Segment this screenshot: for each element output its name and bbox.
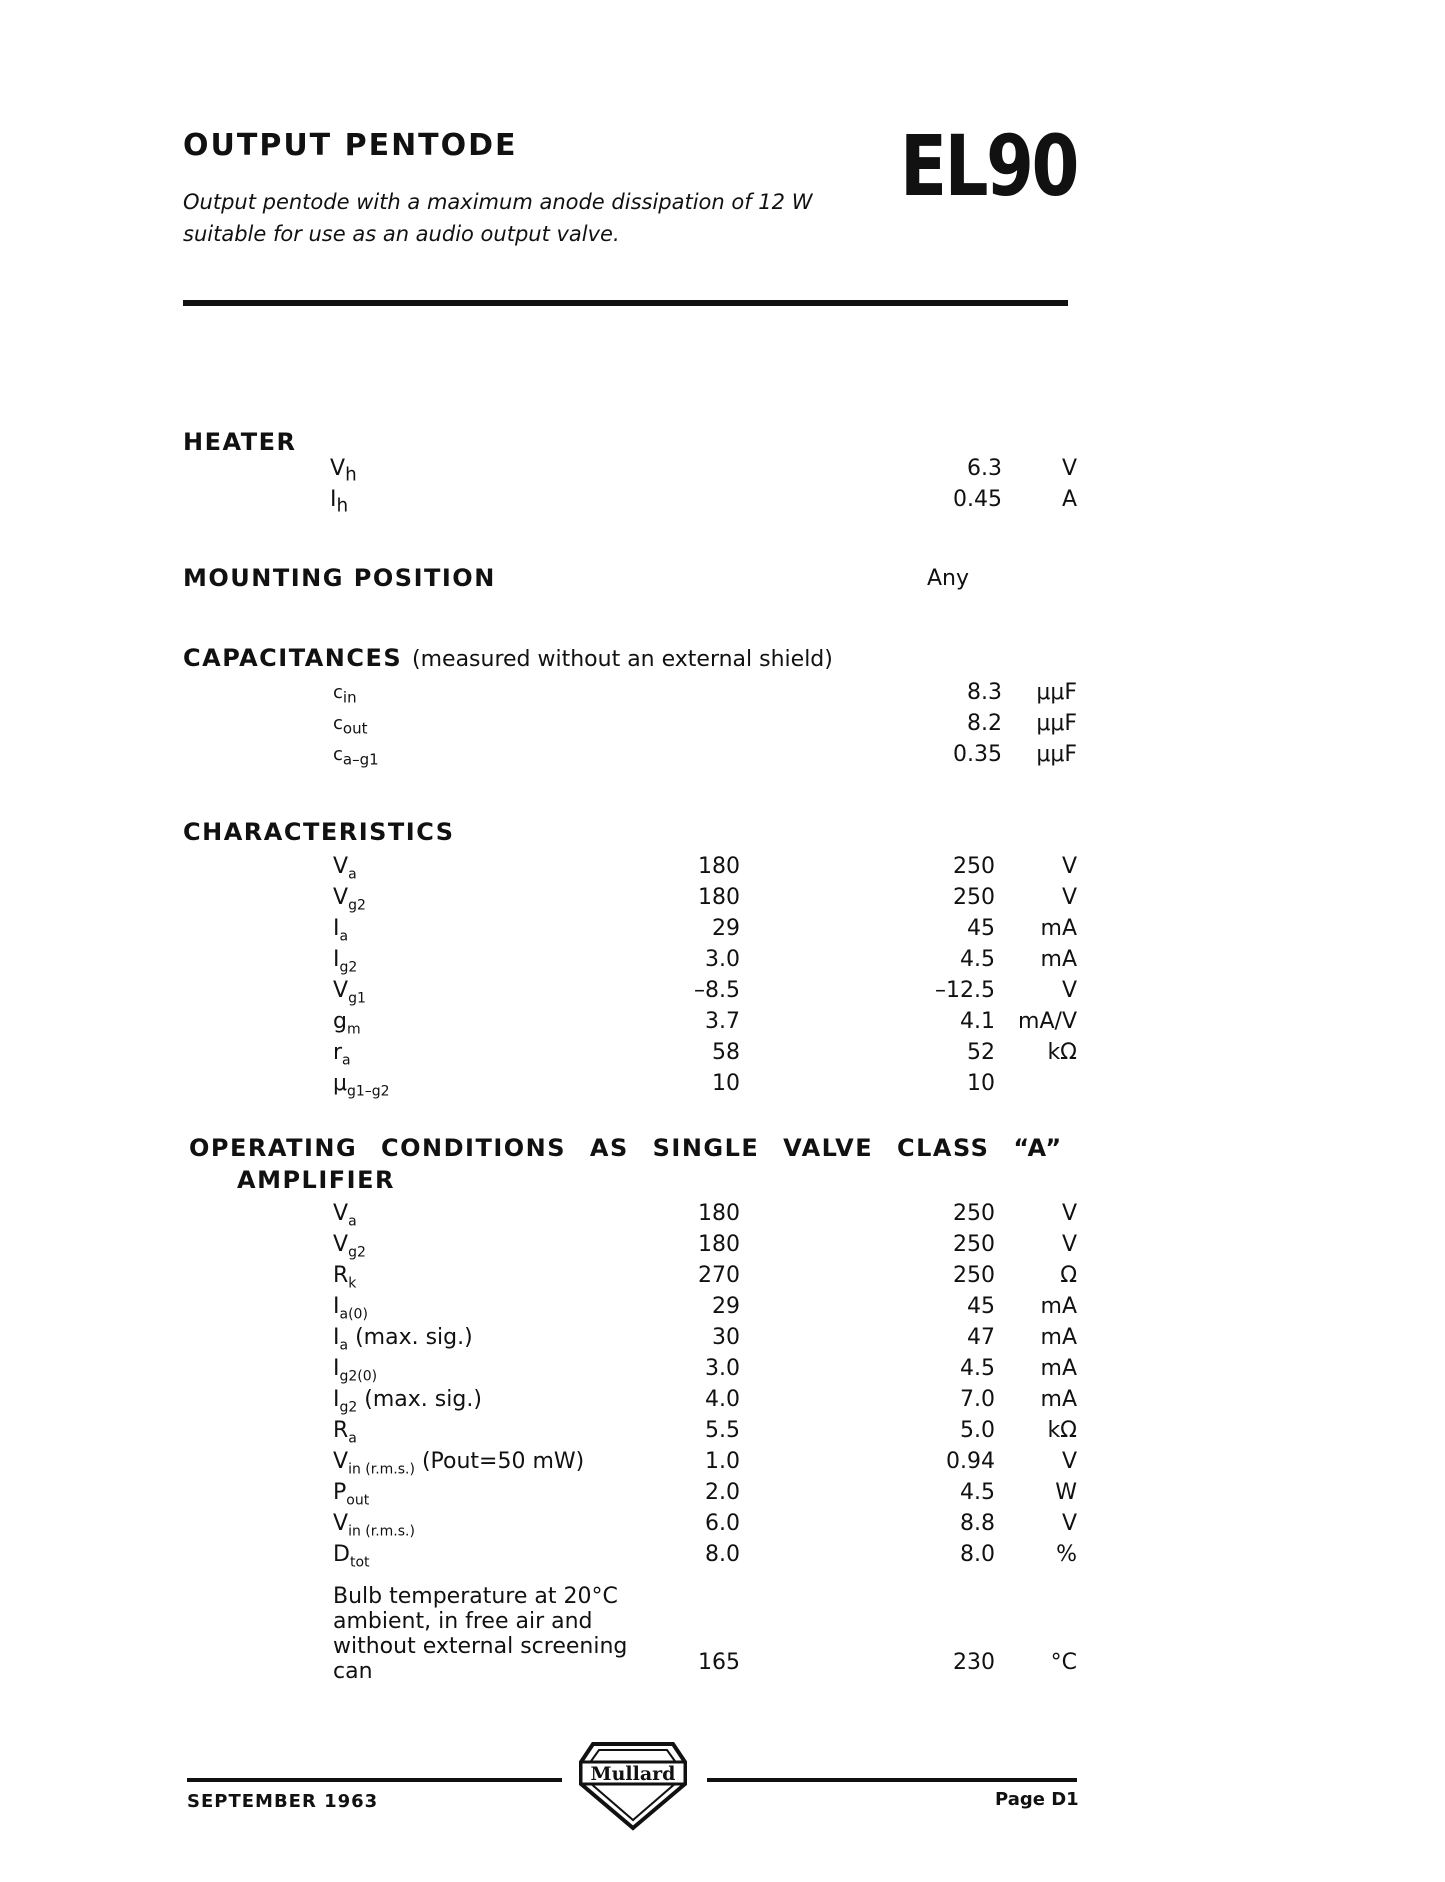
characteristic-unit: V [1061, 978, 1077, 1003]
operating-value: 5.5 [705, 1418, 740, 1443]
operating-label: $D_{tot}$ [333, 1542, 370, 1571]
operating-row [0, 1260, 1445, 1291]
operating-unit: W [1055, 1480, 1077, 1505]
characteristic-value: 4.1 [960, 1009, 995, 1034]
mounting-value: Any [927, 566, 970, 591]
characteristic-row [0, 913, 1445, 944]
characteristic-value: 58 [712, 1040, 740, 1065]
subtitle: Output pentode with a maximum anode dissipation of 12 W suitable for use as an audio output valve. [183, 190, 813, 246]
characteristic-unit: mA [1040, 947, 1077, 972]
characteristic-label: $I_a$ [333, 916, 349, 945]
operating-row [0, 1198, 1445, 1229]
characteristic-unit: kΩ [1047, 1040, 1077, 1065]
capacitance-row [0, 739, 1445, 770]
heater-heading: HEATER [183, 428, 297, 456]
characteristic-value: 29 [712, 916, 740, 941]
characteristic-row [0, 1006, 1445, 1037]
characteristic-value: 180 [698, 885, 740, 910]
bulb-temperature-v1: 165 [698, 1650, 740, 1675]
characteristic-label: $V_{g2}$ [333, 885, 366, 914]
operating-value: 6.0 [705, 1511, 740, 1536]
characteristic-row [0, 1037, 1445, 1068]
bulb-temperature-unit: °C [1050, 1650, 1077, 1675]
operating-row [0, 1415, 1445, 1446]
characteristic-row [0, 851, 1445, 882]
operating-unit: kΩ [1047, 1418, 1077, 1443]
characteristic-value: 3.0 [705, 947, 740, 972]
characteristic-value: 250 [953, 885, 995, 910]
characteristic-label: $V_{g1}$ [333, 978, 366, 1007]
operating-label: $I_{a(0)}$ [333, 1294, 368, 1323]
operating-row [0, 1446, 1445, 1477]
cap-value: 8.2 [967, 711, 1002, 736]
characteristic-row [0, 1068, 1445, 1099]
footer-rule-left [187, 1778, 562, 1782]
header-rule [183, 300, 1068, 306]
operating-label: $V_{g2}$ [333, 1232, 366, 1261]
characteristic-row [0, 944, 1445, 975]
characteristic-value: 52 [967, 1040, 995, 1065]
characteristic-value: –8.5 [694, 978, 740, 1003]
operating-label: $R_a$ [333, 1418, 357, 1447]
capacitances-note: (measured without an external shield) [412, 647, 833, 672]
operating-value: 7.0 [960, 1387, 995, 1412]
operating-value: 8.0 [960, 1542, 995, 1567]
cap-label: $c_{a-g1}$ [333, 744, 379, 769]
operating-unit: V [1061, 1201, 1077, 1226]
operating-row [0, 1539, 1445, 1570]
operating-value: 29 [712, 1294, 740, 1319]
cap-value: 0.35 [953, 742, 1002, 767]
characteristic-value: 4.5 [960, 947, 995, 972]
operating-unit: mA [1040, 1387, 1077, 1412]
operating-value: 3.0 [705, 1356, 740, 1381]
operating-label: $V_{in (r.m.s.)}$ (Pout=50 mW) [333, 1449, 585, 1478]
characteristic-value: 10 [967, 1071, 995, 1096]
operating-unit: mA [1040, 1294, 1077, 1319]
operating-row [0, 1477, 1445, 1508]
operating-row [0, 1353, 1445, 1384]
capacitance-row [0, 677, 1445, 708]
characteristic-value: 10 [712, 1071, 740, 1096]
bulb-temperature-v2: 230 [953, 1650, 995, 1675]
operating-value: 5.0 [960, 1418, 995, 1443]
characteristic-value: 180 [698, 854, 740, 879]
operating-value: 0.94 [946, 1449, 995, 1474]
capacitances-heading [183, 644, 833, 672]
cap-unit: μμF [1036, 742, 1077, 767]
operating-value: 30 [712, 1325, 740, 1350]
capacitance-row [0, 708, 1445, 739]
operating-value: 4.5 [960, 1480, 995, 1505]
operating-unit: % [1056, 1542, 1077, 1567]
operating-value: 180 [698, 1232, 740, 1257]
operating-value: 2.0 [705, 1480, 740, 1505]
operating-heading: OPERATING CONDITIONS AS SINGLE VALVE CLASS “A” [189, 1134, 1063, 1162]
characteristic-value: –12.5 [935, 978, 995, 1003]
cap-unit: μμF [1036, 680, 1077, 705]
characteristic-label: $I_{g2}$ [333, 947, 358, 976]
page-title: OUTPUT PENTODE [183, 128, 518, 163]
mullard-logo [573, 1734, 693, 1834]
characteristic-value: 250 [953, 854, 995, 879]
characteristic-row [0, 882, 1445, 913]
operating-value: 270 [698, 1263, 740, 1288]
characteristic-label: $r_a$ [333, 1040, 351, 1069]
characteristic-unit: V [1061, 885, 1077, 910]
operating-label: $I_{g2(0)}$ [333, 1356, 378, 1385]
capacitances-title: CAPACITANCES [183, 644, 403, 672]
operating-unit: V [1061, 1511, 1077, 1536]
heater-row-ih [0, 484, 1445, 515]
characteristic-label: $g_m$ [333, 1009, 361, 1038]
operating-value: 47 [967, 1325, 995, 1350]
operating-value: 4.5 [960, 1356, 995, 1381]
logo-text: Mullard [590, 1763, 676, 1785]
characteristic-label: $V_a$ [333, 854, 357, 883]
heater-label: $V_h$ [330, 456, 357, 486]
operating-unit: mA [1040, 1325, 1077, 1350]
operating-unit: V [1061, 1449, 1077, 1474]
operating-value: 250 [953, 1232, 995, 1257]
operating-value: 4.0 [705, 1387, 740, 1412]
operating-unit: mA [1040, 1356, 1077, 1381]
operating-row [0, 1322, 1445, 1353]
operating-label: $V_a$ [333, 1201, 357, 1230]
operating-row [0, 1384, 1445, 1415]
operating-heading-line2: AMPLIFIER [237, 1166, 395, 1194]
operating-label: $P_{out}$ [333, 1480, 370, 1509]
operating-label: $V_{in (r.m.s.)}$ [333, 1511, 415, 1540]
operating-label: $I_a$ (max. sig.) [333, 1325, 473, 1354]
operating-row [0, 1229, 1445, 1260]
characteristic-value: 45 [967, 916, 995, 941]
operating-value: 1.0 [705, 1449, 740, 1474]
characteristic-unit: mA [1040, 916, 1077, 941]
mounting-heading: MOUNTING POSITION [183, 564, 496, 592]
operating-row [0, 1291, 1445, 1322]
operating-value: 250 [953, 1201, 995, 1226]
operating-label: $I_{g2}$ (max. sig.) [333, 1387, 482, 1416]
heater-unit: V [1061, 456, 1077, 481]
characteristic-label: $\mu_{g1-g2}$ [333, 1071, 390, 1100]
heater-unit: A [1061, 487, 1077, 512]
operating-unit: Ω [1060, 1263, 1077, 1288]
characteristic-unit: V [1061, 854, 1077, 879]
characteristics-heading: CHARACTERISTICS [183, 818, 455, 846]
characteristic-unit: mA/V [1018, 1009, 1077, 1034]
heater-value: 6.3 [967, 456, 1002, 481]
characteristic-value: 3.7 [705, 1009, 740, 1034]
operating-unit: V [1061, 1232, 1077, 1257]
bulb-temperature-label: Bulb temperature at 20°C ambient, in free air and without external screening can [333, 1584, 628, 1684]
operating-value: 45 [967, 1294, 995, 1319]
footer-rule-right [707, 1778, 1077, 1782]
operating-row [0, 1508, 1445, 1539]
cap-unit: μμF [1036, 711, 1077, 736]
footer-date: SEPTEMBER 1963 [187, 1791, 379, 1812]
operating-value: 180 [698, 1201, 740, 1226]
operating-value: 250 [953, 1263, 995, 1288]
heater-value: 0.45 [953, 487, 1002, 512]
valve-code: EL90 [900, 117, 1077, 215]
characteristic-row [0, 975, 1445, 1006]
cap-label: $c_{out}$ [333, 713, 368, 738]
cap-label: $c_{in}$ [333, 682, 357, 707]
heater-label: $I_h$ [330, 487, 349, 517]
cap-value: 8.3 [967, 680, 1002, 705]
operating-label: $R_k$ [333, 1263, 357, 1292]
operating-value: 8.0 [705, 1542, 740, 1567]
footer-page-number: Page D1 [995, 1789, 1079, 1810]
heater-row-vh [0, 453, 1445, 484]
operating-value: 8.8 [960, 1511, 995, 1536]
